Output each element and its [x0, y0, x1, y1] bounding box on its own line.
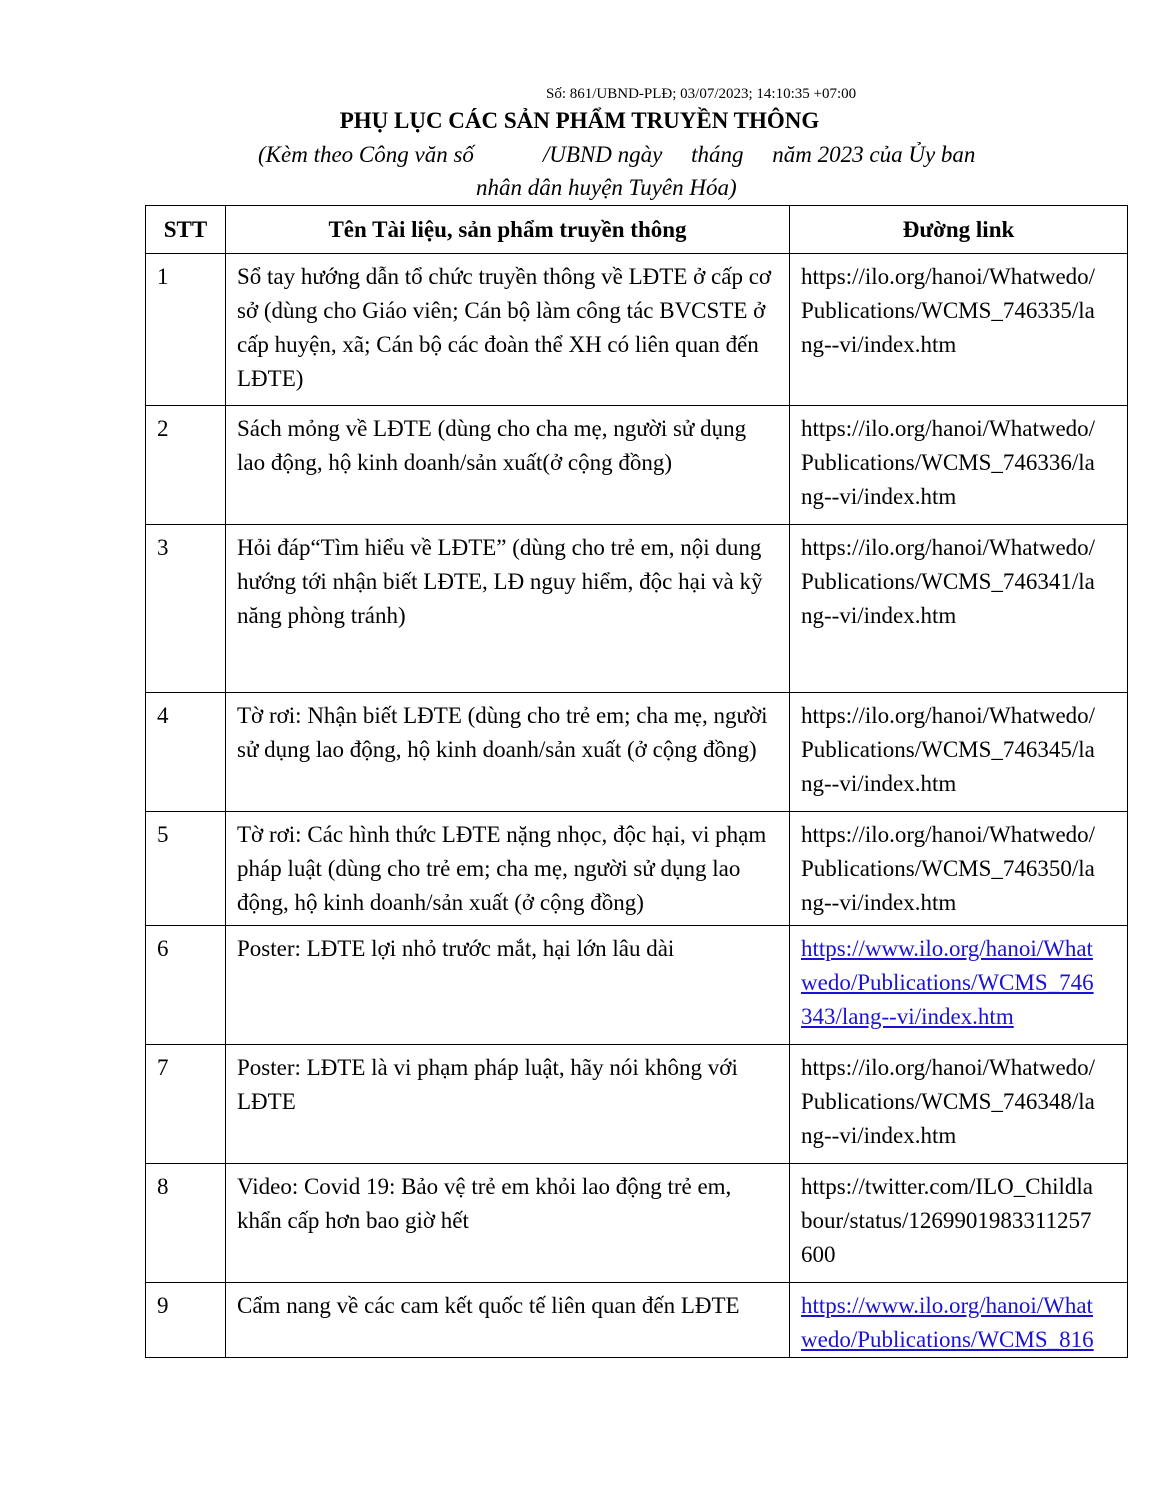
- row-link-line: https://ilo.org/hanoi/Whatwedo/: [801, 416, 1096, 441]
- row-link-line: Publications/WCMS_746341/la: [801, 569, 1095, 594]
- row-hyperlink-line[interactable]: https://www.ilo.org/hanoi/What: [801, 936, 1093, 961]
- row-name-cell: [226, 406, 790, 525]
- row-stt: 7: [157, 1055, 169, 1080]
- row-link-line: Publications/WCMS_746336/la: [801, 450, 1095, 475]
- row-hyperlink-line[interactable]: wedo/Publications/WCMS_746: [801, 970, 1094, 995]
- row-stt-cell: [146, 926, 226, 1045]
- row-stt-cell: [146, 1045, 226, 1164]
- row-name-cell: [226, 1045, 790, 1164]
- row-hyperlink-line[interactable]: https://www.ilo.org/hanoi/What: [801, 1293, 1093, 1318]
- document-stamp: Số: 861/UBND-PLĐ; 03/07/2023; 14:10:35 +07:00: [546, 86, 857, 102]
- row-link-line: ng--vi/index.htm: [801, 890, 957, 915]
- row-stt: 9: [157, 1293, 169, 1318]
- row-name: Tờ rơi: Các hình thức LĐTE nặng nhọc, độc hại, vi phạm pháp luật (dùng cho trẻ em; cha mẹ, người sử dụng lao động, hộ kinh doanh/sản xuất (ở cộng đồng): [237, 822, 767, 915]
- row-stt: 1: [157, 264, 169, 289]
- row-link-line: ng--vi/index.htm: [801, 603, 957, 628]
- row-link-line: Publications/WCMS_746335/la: [801, 298, 1095, 323]
- row-link-cell: [790, 812, 1128, 926]
- row-link-line: https://twitter.com/ILO_Childla: [801, 1174, 1093, 1199]
- row-link-line: ng--vi/index.htm: [801, 484, 957, 509]
- table-body: [146, 254, 1128, 1358]
- row-link-line: Publications/WCMS_746345/la: [801, 737, 1095, 762]
- row-hyperlink-line[interactable]: wedo/Publications/WCMS_816: [801, 1327, 1094, 1352]
- row-stt-cell: [146, 1283, 226, 1358]
- header-link: Đường link: [790, 206, 1128, 254]
- row-name-cell: [226, 812, 790, 926]
- row-link-cell: [790, 525, 1128, 693]
- row-link-line: https://ilo.org/hanoi/Whatwedo/: [801, 822, 1096, 847]
- row-name-cell: [226, 525, 790, 693]
- row-name: Sổ tay hướng dẫn tổ chức truyền thông về LĐTE ở cấp cơ sở (dùng cho Giáo viên; Cán bộ làm công tác BVCSTE ở cấp huyện, xã; Cán bộ các đoàn thể XH có liên quan đến LĐTE): [237, 264, 772, 391]
- row-stt: 5: [157, 822, 169, 847]
- row-name-cell: [226, 693, 790, 812]
- table-row: [146, 1283, 1128, 1358]
- table-row: [146, 406, 1128, 525]
- row-stt: 2: [157, 416, 169, 441]
- row-link-line: ng--vi/index.htm: [801, 1123, 957, 1148]
- table-row: [146, 926, 1128, 1045]
- row-stt-cell: [146, 1164, 226, 1283]
- row-stt: 4: [157, 703, 169, 728]
- row-name: Poster: LĐTE là vi phạm pháp luật, hãy nói không với LĐTE: [237, 1055, 738, 1114]
- row-name: Sách mỏng về LĐTE (dùng cho cha mẹ, người sử dụng lao động, hộ kinh doanh/sản xuất(ở cộng đồng): [237, 416, 747, 475]
- table-row: [146, 693, 1128, 812]
- row-name-cell: [226, 926, 790, 1045]
- row-name: Video: Covid 19: Bảo vệ trẻ em khỏi lao động trẻ em, khẩn cấp hơn bao giờ hết: [237, 1174, 732, 1233]
- products-table: [145, 205, 1128, 1358]
- row-link-cell[interactable]: [790, 926, 1128, 1045]
- row-link-line: ng--vi/index.htm: [801, 332, 957, 357]
- row-name-cell: [226, 1283, 790, 1358]
- row-stt-cell: [146, 693, 226, 812]
- row-link-cell[interactable]: [790, 1283, 1128, 1358]
- page-title: PHỤ LỤC CÁC SẢN PHẨM TRUYỀN THÔNG: [339, 108, 820, 133]
- row-link-line: ng--vi/index.htm: [801, 771, 957, 796]
- row-stt-cell: [146, 406, 226, 525]
- row-stt-cell: [146, 812, 226, 926]
- row-link-cell: [790, 1045, 1128, 1164]
- row-name: Poster: LĐTE lợi nhỏ trước mắt, hại lớn lâu dài: [237, 936, 675, 961]
- row-stt: 8: [157, 1174, 169, 1199]
- table-row: [146, 1164, 1128, 1283]
- row-link-line: https://ilo.org/hanoi/Whatwedo/: [801, 535, 1096, 560]
- row-stt-cell: [146, 525, 226, 693]
- row-link-line: Publications/WCMS_746348/la: [801, 1089, 1095, 1114]
- row-link-line: 600: [801, 1242, 836, 1267]
- header-stt: STT: [146, 206, 226, 254]
- row-link-line: https://ilo.org/hanoi/Whatwedo/: [801, 1055, 1096, 1080]
- row-link-line: bour/status/1269901983311257: [801, 1208, 1092, 1233]
- row-link-cell: [790, 1164, 1128, 1283]
- row-name-cell: [226, 1164, 790, 1283]
- row-stt: 6: [157, 936, 169, 961]
- row-name-cell: [226, 254, 790, 406]
- row-link-cell: [790, 693, 1128, 812]
- row-link-cell: [790, 406, 1128, 525]
- table-header-row: [146, 206, 1128, 254]
- table-row: [146, 254, 1128, 406]
- row-name: Hỏi đáp“Tìm hiểu về LĐTE” (dùng cho trẻ em, nội dung hướng tới nhận biết LĐTE, LĐ nguy hiểm, độc hại và kỹ năng phòng tránh): [237, 535, 763, 628]
- table-row: [146, 1045, 1128, 1164]
- row-link-line: Publications/WCMS_746350/la: [801, 856, 1095, 881]
- row-hyperlink-line[interactable]: 343/lang--vi/index.htm: [801, 1004, 1014, 1029]
- row-link-cell: [790, 254, 1128, 406]
- subtitle-line-1: (Kèm theo Công văn số /UBND ngày tháng năm 2023 của Ủy ban: [258, 142, 976, 167]
- row-stt-cell: [146, 254, 226, 406]
- row-link-line: https://ilo.org/hanoi/Whatwedo/: [801, 703, 1096, 728]
- row-link-line: https://ilo.org/hanoi/Whatwedo/: [801, 264, 1096, 289]
- row-name: Cẩm nang về các cam kết quốc tế liên quan đến LĐTE: [237, 1293, 740, 1318]
- subtitle-line-2: nhân dân huyện Tuyên Hóa): [476, 175, 737, 200]
- header-name: Tên Tài liệu, sản phẩm truyền thông: [226, 206, 790, 254]
- row-stt: 3: [157, 535, 169, 560]
- row-name: Tờ rơi: Nhận biết LĐTE (dùng cho trẻ em; cha mẹ, người sử dụng lao động, hộ kinh doanh/sản xuất (ở cộng đồng): [237, 703, 768, 762]
- table-row: [146, 525, 1128, 693]
- table-row: [146, 812, 1128, 926]
